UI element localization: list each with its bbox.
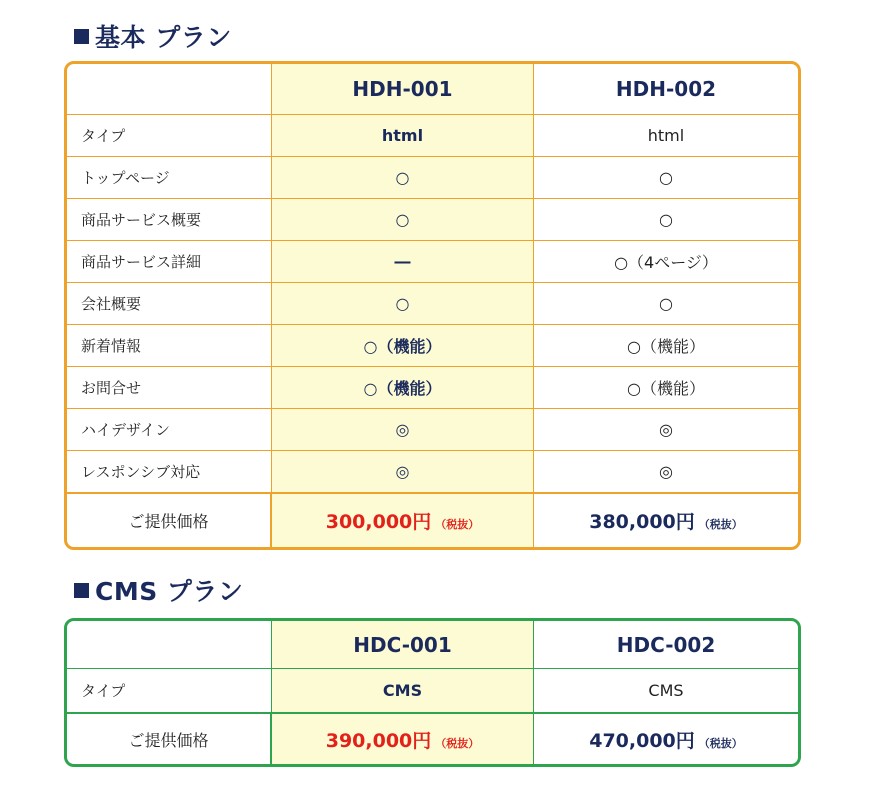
price-label: ご提供価格 [67, 713, 272, 764]
tax-note: （税抜） [698, 518, 743, 531]
model-header-hdh-001: HDH-001 [272, 64, 534, 115]
value-cell: ◎ [534, 409, 798, 451]
price-cell-hdh-002 [534, 493, 798, 547]
row-label: タイプ [67, 115, 272, 157]
price-value: 380,000円 [589, 511, 695, 533]
value-cell: ○（4ページ） [534, 241, 798, 283]
value-cell: ○ [272, 283, 534, 325]
value-cell: ◎ [272, 451, 534, 493]
square-bullet-icon [74, 583, 89, 598]
price-value: 470,000円 [589, 729, 695, 752]
row-label: 新着情報 [67, 325, 272, 367]
value-cell: CMS [272, 669, 534, 713]
model-header-hdc-001: HDC-001 [272, 621, 534, 669]
table-row [67, 367, 798, 409]
model-header-hdc-002: HDC-002 [534, 621, 798, 669]
value-cell: ○ [272, 199, 534, 241]
value-cell: ○ [272, 157, 534, 199]
price-cell-hdh-001 [272, 493, 534, 547]
tax-note: （税抜） [698, 736, 743, 750]
table-row [67, 451, 798, 493]
price-value: 300,000円 [325, 511, 432, 533]
value-cell: ― [272, 241, 534, 283]
model-header-hdh-002: HDH-002 [534, 64, 798, 115]
tax-note: （税抜） [435, 518, 480, 531]
row-label: 会社概要 [67, 283, 272, 325]
table-row [67, 325, 798, 367]
table-row [67, 409, 798, 451]
value-cell: html [534, 115, 798, 157]
row-label: トップページ [67, 157, 272, 199]
cms-plan-title: CMS プラン [74, 572, 243, 608]
price-row [67, 493, 798, 547]
value-cell: html [272, 115, 534, 157]
row-label: 商品サービス詳細 [67, 241, 272, 283]
square-bullet-icon [74, 29, 89, 44]
row-label: お問合せ [67, 367, 272, 409]
basic-plan-table [64, 61, 801, 550]
tax-note: （税抜） [435, 736, 480, 750]
row-label: ハイデザイン [67, 409, 272, 451]
value-cell: ○ [534, 157, 798, 199]
table-row [67, 669, 798, 713]
row-label: タイプ [67, 669, 272, 713]
value-cell: ○ [534, 199, 798, 241]
price-cell-hdc-002 [534, 713, 798, 764]
basic-plan-title: 基本 プラン [74, 18, 232, 54]
value-cell: ○（機能） [272, 367, 534, 409]
table-header-row [67, 64, 798, 115]
cms-plan-table [64, 618, 801, 767]
table-row [67, 199, 798, 241]
value-cell: ◎ [534, 451, 798, 493]
value-cell: ○（機能） [272, 325, 534, 367]
value-cell: ○（機能） [534, 325, 798, 367]
table-row [67, 115, 798, 157]
row-label: 商品サービス概要 [67, 199, 272, 241]
value-cell: ◎ [272, 409, 534, 451]
table-row [67, 241, 798, 283]
row-label: レスポンシブ対応 [67, 451, 272, 493]
value-cell: ○ [534, 283, 798, 325]
header-empty-cell [67, 64, 272, 115]
value-cell: CMS [534, 669, 798, 713]
price-row [67, 713, 798, 764]
table-header-row [67, 621, 798, 669]
table-row [67, 283, 798, 325]
header-empty-cell [67, 621, 272, 669]
price-value: 390,000円 [325, 729, 432, 752]
price-label: ご提供価格 [67, 493, 272, 547]
value-cell: ○（機能） [534, 367, 798, 409]
price-cell-hdc-001 [272, 713, 534, 764]
table-row [67, 157, 798, 199]
